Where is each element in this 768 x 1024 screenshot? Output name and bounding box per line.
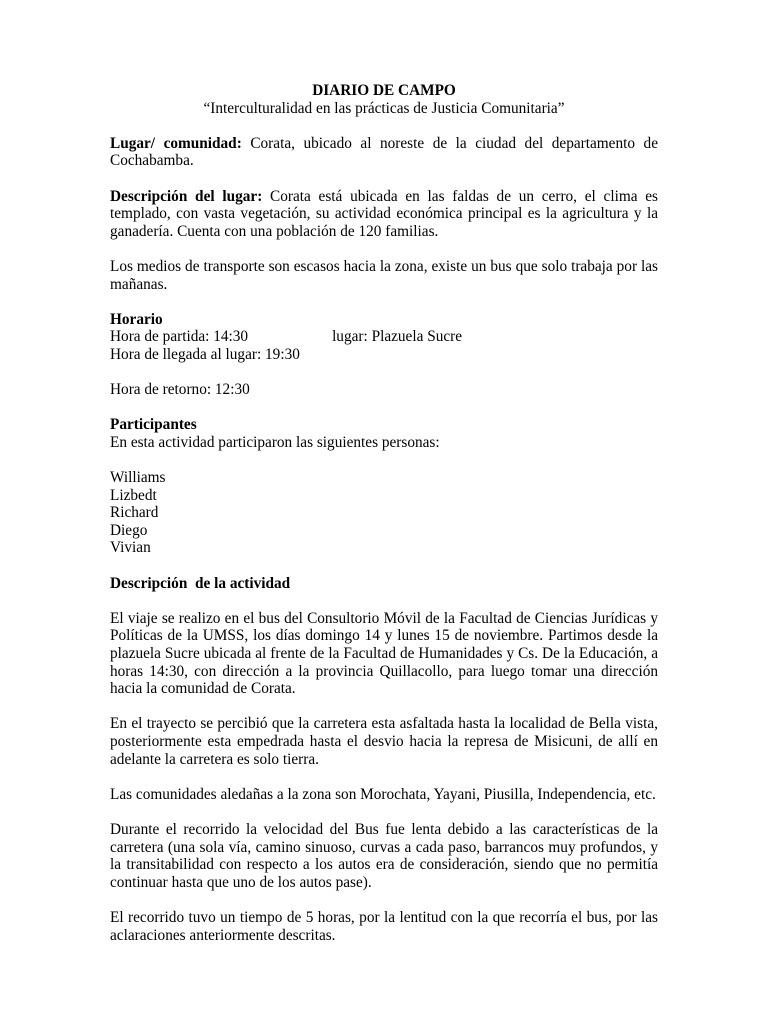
lugar-text: Corata, ubicado al noreste de la ciudad del departamento de Cochabamba. [110,134,658,170]
lugar-label: Lugar/ comunidad: [110,134,242,152]
horario-lugar-partida: lugar: Plazuela Sucre [332,328,463,346]
participantes-section [110,416,658,451]
horario-retorno: Hora de retorno: 12:30 [110,381,250,399]
participantes-list [110,469,658,557]
descripcion-lugar-paragraph [110,188,658,241]
document-subtitle: “Interculturalidad en las prácticas de Justicia Comunitaria” [203,99,565,117]
horario-partida: Hora de partida: 14:30 [110,328,249,346]
transporte-paragraph: Los medios de transporte son escasos hacia la zona, existe un bus que solo trabaja por las mañanas. [110,257,658,293]
descripcion-lugar-text: Corata está ubicada en las faldas de un cerro, el clima es templado, con vasta vegetación, su actividad económica principal es la agricultura y la ganadería. Cuenta con una población de 120 familias. [110,187,658,240]
participant-name: Diego [110,521,148,539]
document-title: DIARIO DE CAMPO [312,82,456,99]
participant-name: Richard [110,504,159,522]
actividad-paragraph-1: El viaje se realizo en el bus del Consultorio Móvil de la Facultad de Ciencias Jurídicas y Políticas de la UMSS, los días domingo 14 y lunes 15 de noviembre. Partimos desde la plazuela Sucre ubicada al frente de la Facultad de Humanidades y Cs. De la Educación, a horas 14:30, con dirección a la provincia Quillacollo, para luego tomar una dirección hacia la comunidad de Corata. [110,609,658,698]
horario-section [110,311,658,364]
horario-llegada: Hora de llegada al lugar: 19:30 [110,345,300,363]
descripcion-lugar-label: Descripción del lugar: [110,187,263,205]
participantes-heading: Participantes [110,416,197,434]
document-page [110,82,658,962]
participant-name: Lizbedt [110,486,157,504]
participant-name: Williams [110,469,166,487]
horario-partida-line [110,328,658,346]
actividad-paragraph-4: Durante el recorrido la velocidad del Bus fue lenta debido a las características de la carretera (una sola vía, camino sinuoso, curvas a cada paso, barrancos muy profundos, y la transitabilidad con respecto a los autos era de consideración, siendo que no permitía continuar hasta que uno de los autos pase). [110,820,658,891]
actividad-heading: Descripción de la actividad [110,574,291,592]
lugar-paragraph [110,135,658,170]
actividad-paragraph-5: El recorrido tuvo un tiempo de 5 horas, por la lentitud con la que recorría el bus, por las aclaraciones anteriormente descritas. [110,908,658,944]
participant-name: Vivian [110,539,151,557]
actividad-paragraph-3: Las comunidades aledañas a la zona son Morochata, Yayani, Piusilla, Independencia, etc. [110,785,656,803]
actividad-paragraph-2: En el trayecto se percibió que la carretera esta asfaltada hasta la localidad de Bella vista, posteriormente esta empedrada hasta el desvio hacia la represa de Misicuni, de allí en adelante la carretera es solo tierra. [110,715,658,768]
participantes-intro: En esta actividad participaron las siguientes personas: [110,433,440,451]
horario-heading: Horario [110,310,163,328]
